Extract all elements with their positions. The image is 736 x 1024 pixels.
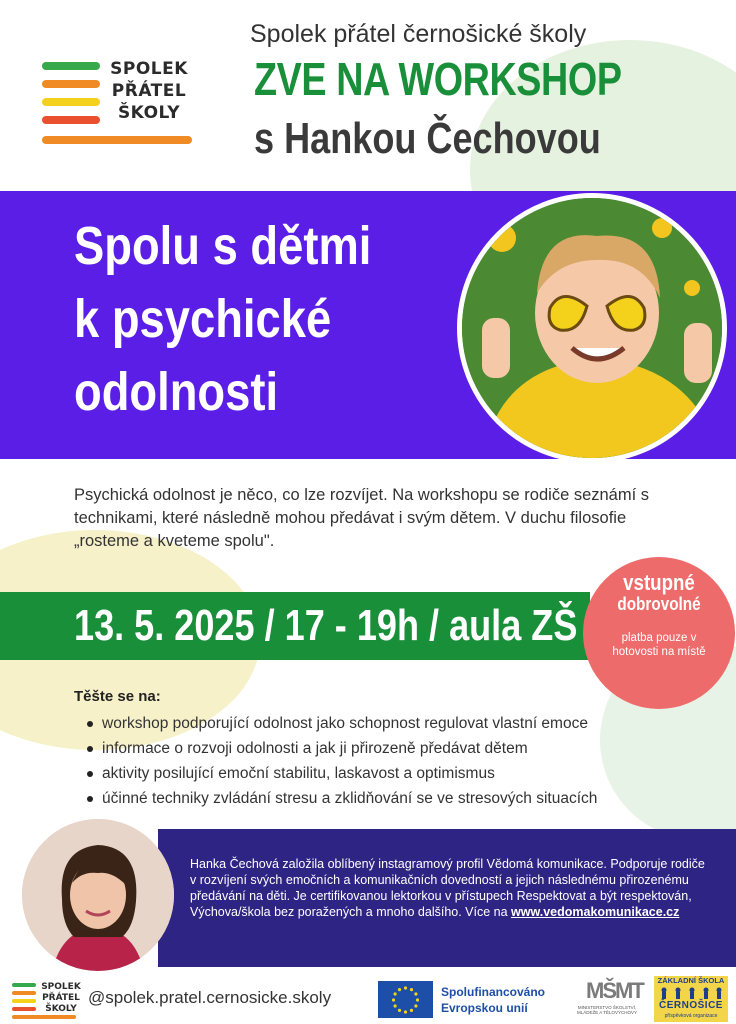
logo-text: SPOLEK PŘÁTEL ŠKOLY	[110, 59, 188, 123]
speaker-headline: s Hankou Čechovou	[254, 114, 601, 163]
event-date: 13. 5. 2025 / 17 - 19h / aula ZŠ	[74, 601, 578, 650]
social-handle[interactable]: @spolek.pratel.cernosicke.skoly	[88, 988, 332, 1007]
list-item: aktivity posilující emoční stabilitu, laskavost a optimismus	[84, 761, 597, 786]
bio-website-link[interactable]: www.vedomakomunikace.cz	[511, 905, 680, 919]
msmt-mark: MŠMT	[586, 978, 643, 1003]
school-logo-top: ZÁKLADNÍ ŠKOLA	[657, 976, 725, 985]
description-text: Psychická odolnost je něco, co lze rozvíjet. Na workshopu se rodiče seznámí s technikami, které následně mohou předávat i svým dětem. V duchu filosofie „rosteme a kveteme spolu".	[74, 486, 650, 550]
bio-body: Hanka Čechová založila oblíbený instagramový profil Vědomá komunikace. Podporuje rodiče v rozvíjení svých emočních a komunikačních dovedností a jejich následnému přirozenému předávání na děti. Je certifikovanou lektorkou v přístupech Respektovat a být respektován, Výchova/škola bez poražených a mnoho dalšího. Více na	[190, 857, 705, 919]
list-item: účinné techniky zvládání stresu a zklidňování se ve stresových situacích	[84, 786, 597, 811]
footer-logo	[12, 982, 81, 1018]
entry-fee-subtitle: dobrovolné	[617, 594, 701, 614]
msmt-logo-icon	[576, 978, 643, 1018]
organizer-name: Spolek přátel černošické školy	[250, 20, 587, 48]
child-photo-illustration	[462, 198, 727, 463]
eu-flag-icon	[378, 981, 433, 1018]
school-logo-sub: příspěvková organizace	[664, 1013, 718, 1019]
eu-funding-text: Spolufinancováno Evropskou unií	[441, 985, 546, 1015]
invite-headline: ZVE NA WORKSHOP	[254, 53, 622, 105]
list-title: Těšte se na:	[74, 688, 161, 705]
footer-logo-text: SPOLEK PŘÁTEL ŠKOLY	[41, 982, 81, 1014]
msmt-text: MINISTERSTVO ŠKOLSTVÍ, MLÁDEŽE A TĚLOVÝCHOVY	[577, 1005, 637, 1015]
entry-fee-title: vstupné	[623, 570, 695, 595]
entry-fee-badge	[583, 557, 735, 709]
child-photo	[457, 193, 727, 463]
page-title: Spolu s dětmi k psychické odolnosti	[74, 216, 372, 422]
benefits-list	[84, 711, 597, 811]
list-item: informace o rozvoji odolnosti a jak ji přirozeně předávat dětem	[84, 736, 597, 761]
speaker-portrait	[22, 819, 174, 971]
list-item: workshop podporující odolnost jako schopnost regulovat vlastní emoce	[84, 711, 597, 736]
speaker-portrait-illustration	[22, 819, 174, 971]
entry-fee-note: platba pouze v hotovosti na místě	[612, 632, 706, 658]
school-logo-name: ČERNOŠICE	[659, 1000, 723, 1011]
school-logo-icon	[654, 976, 728, 1022]
bio-text	[190, 856, 710, 920]
